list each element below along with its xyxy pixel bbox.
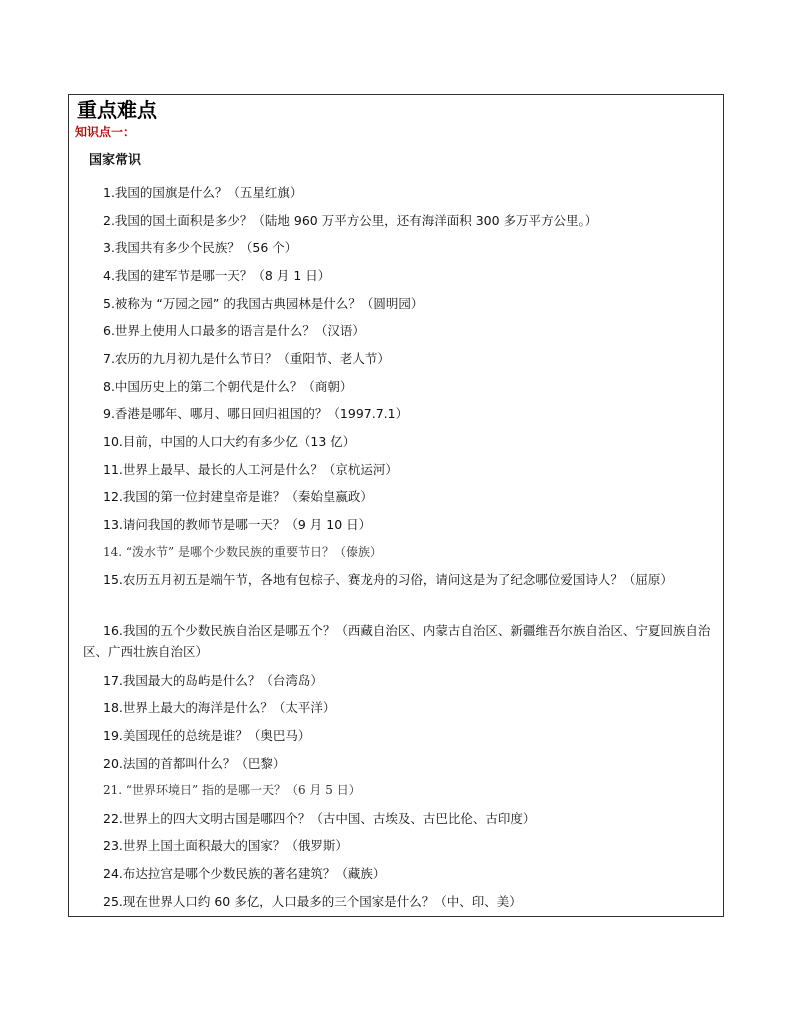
list-item: 12.我国的第一位封建皇帝是谁？（秦始皇嬴政） <box>103 489 373 504</box>
list-item: 18.世界上最大的海洋是什么？（太平洋） <box>103 700 336 715</box>
list-item: 9.香港是哪年、哪月、哪日回归祖国的？（1997.7.1） <box>103 406 409 421</box>
list-item: 17.我国最大的岛屿是什么？（台湾岛） <box>103 673 323 688</box>
list-item: 15.农历五月初五是端午节，各地有包棕子、赛龙舟的习俗，请问这是为了纪念哪位爱国诗人？（屈原） <box>103 572 673 587</box>
list-item: 19.美国现任的总统是谁？（奥巴马） <box>103 728 311 743</box>
list-item: 22.世界上的四大文明古国是哪四个？（古中国、古埃及、古巴比伦、古印度） <box>103 811 536 826</box>
list-item: 4.我国的建军节是哪一天？（8 月 1 日） <box>103 268 331 283</box>
list-item: 3.我国共有多少个民族？（56 个） <box>103 240 298 255</box>
list-item: 1.我国的国旗是什么？（五星红旗） <box>103 185 303 200</box>
list-item: 16.我国的五个少数民族自治区是哪五个？（西藏自治区、内蒙古自治区、新疆维吾尔族自治区、宁夏回族自治区、广西壮族自治区） <box>83 623 711 659</box>
list-item: 13.请问我国的教师节是哪一天？（9 月 10 日） <box>103 517 372 532</box>
list-item: 5.被称为 “万园之园” 的我国古典园林是什么？（圆明园） <box>103 296 424 311</box>
list-item: 14. “泼水节” 是哪个少数民族的重要节日？（傣族） <box>103 545 382 559</box>
list-item: 2.我国的国土面积是多少？（陆地 960 万平方公里，还有海洋面积 300 多万平方公里。） <box>103 213 598 228</box>
list-item: 8.中国历史上的第二个朝代是什么？（商朝） <box>103 379 353 394</box>
list-item: 11.世界上最早、最长的人工河是什么？（京杭运河） <box>103 462 398 477</box>
knowledge-point-label: 知识点一： <box>75 125 136 139</box>
list-item: 6.世界上使用人口最多的语言是什么？（汉语） <box>103 323 365 338</box>
list-item: 20.法国的首都叫什么？（巴黎） <box>103 756 286 771</box>
list-item: 7.农历的九月初九是什么节日？（重阳节、老人节） <box>103 351 390 366</box>
list-item: 25.现在世界人口约 60 多亿，人口最多的三个国家是什么？（中、印、美） <box>103 894 522 909</box>
list-item: 21. “世界环境日” 指的是哪一天？（6 月 5 日） <box>103 783 361 797</box>
list-item: 10.目前，中国的人口大约有多少亿（13 亿） <box>103 434 356 449</box>
section-heading: 国家常识 <box>89 153 142 168</box>
page-title: 重点难点 <box>77 98 157 122</box>
list-item: 24.布达拉宫是哪个少数民族的著名建筑？（藏族） <box>103 866 386 881</box>
list-item: 23.世界上国土面积最大的国家？（俄罗斯） <box>103 838 348 853</box>
content-frame <box>68 94 724 917</box>
